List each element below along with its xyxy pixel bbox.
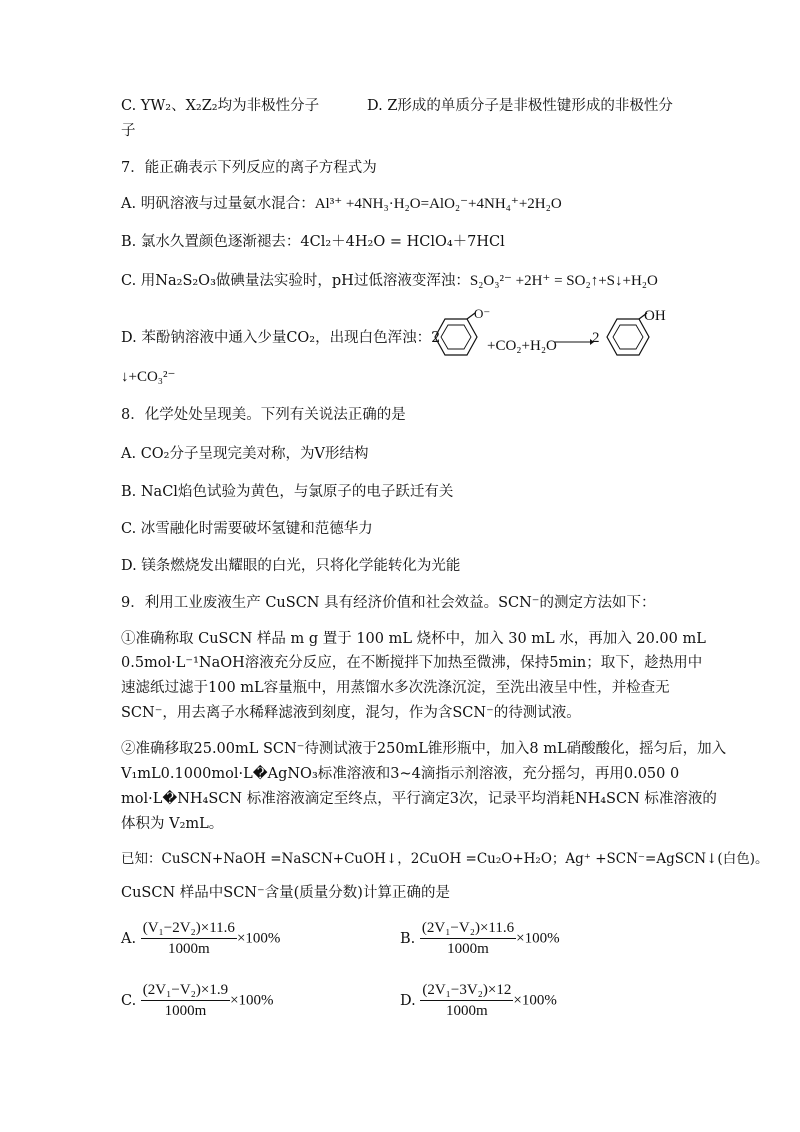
q7-option-b: B. 氯水久置颜色逐渐褪去：4Cl₂＋4H₂O = HClO₄＋7HCl: [121, 234, 505, 250]
q9-option-b-label: B.: [400, 931, 416, 947]
q7-option-c-text: C. 用Na₂S₂O₃做碘量法实验时，pH过低溶液变浑浊：: [121, 273, 470, 289]
q9-option-c-numerator: (2V₁−V₂)×1.9: [141, 982, 230, 1001]
q9-step1-line2: 0.5mol·L⁻¹NaOH溶液充分反应，在不断搅拌下加热至微沸，保持5min；取下，趁热用中: [121, 655, 703, 671]
q7-option-a-equation: Al³⁺ +4NH₃·H₂O=AlO₂⁻+4NH₄⁺+2H₂O: [314, 196, 562, 212]
q9-option-a-label: A.: [121, 931, 137, 947]
q7-stem: 7．能正确表示下列反应的离子方程式为: [121, 160, 377, 176]
q9-option-c: [121, 982, 274, 1020]
q6-option-d-continued: 子: [121, 123, 136, 139]
q7-option-c-equation: S₂O₃²⁻ +2H⁺ = SO₂↑+S↓+H₂O: [469, 273, 658, 289]
q9-option-a-percent: ×100%: [236, 930, 281, 947]
q9-option-d-denominator: 1000m: [446, 1003, 488, 1019]
q9-step1-line4: SCN⁻，用去离子水稀释滤液到刻度，混匀，作为含SCN⁻的待测试液。: [121, 705, 581, 721]
phenol-label: OH: [644, 308, 666, 324]
q9-option-a-denominator: 1000m: [167, 941, 210, 957]
q9-step1-line1: ①准确称取 CuSCN 样品 m g 置于 100 mL 烧杯中，加入 30 mL 水，再加入 20.00 mL: [121, 631, 706, 647]
q9-stem: 9．利用工业废液生产 CuSCN 具有经济价值和社会效益。SCN⁻的测定方法如下：: [121, 595, 656, 611]
q9-option-c-fraction: [141, 982, 230, 1020]
q9-step2-line2: V₁mL0.1000mol·L�AgNO₃标准溶液和3~4滴指示剂溶液，充分摇匀，再用0.050 0: [121, 766, 680, 782]
q9-option-a: [121, 920, 280, 958]
q9-option-c-percent: ×100%: [230, 992, 274, 1009]
q7-option-d-reagents: +CO₂+H₂O: [487, 338, 557, 354]
reaction-arrow-icon: [554, 337, 594, 347]
q9-step1-line3: 速滤纸过滤于100 mL容量瓶中，用蒸馏水多次洗涤沉淀，至洗出液呈中性，并检查无: [121, 680, 670, 696]
q8-stem: 8．化学处处呈现美。下列有关说法正确的是: [121, 407, 406, 423]
q7-option-d-coefficient: 2: [592, 330, 600, 346]
q7-option-c: [121, 270, 658, 292]
q9-option-a-numerator: (V₁−2V₂)×11.6: [141, 920, 237, 939]
q6-option-d: D. Z形成的单质分子是非极性键形成的非极性分: [367, 98, 673, 114]
q9-option-a-fraction: [141, 920, 237, 958]
q9-option-b: [400, 920, 560, 958]
q8-option-b: B. NaCl焰色试验为黄色，与氯原子的电子跃迁有关: [121, 484, 454, 500]
q9-option-c-denominator: 1000m: [164, 1003, 207, 1019]
q7-option-d-tail: ↓+CO₃²⁻: [121, 369, 176, 385]
q9-option-b-numerator: (2V₁−V₂)×11.6: [420, 920, 516, 939]
q9-option-d-percent: ×100%: [513, 992, 557, 1009]
q9-step2-line4: 体积为 V₂mL。: [121, 816, 224, 832]
q9-step2-line1: ②准确移取25.00mL SCN⁻待测试液于250mL锥形瓶中，加入8 mL硝酸酸化，摇匀后，加入: [121, 741, 727, 757]
q9-option-c-label: C.: [121, 993, 137, 1009]
q8-option-a: A. CO₂分子呈现完美对称，为V形结构: [121, 446, 369, 462]
q9-question: CuSCN 样品中SCN⁻含量(质量分数)计算正确的是: [121, 885, 450, 901]
phenoxide-label: O⁻: [474, 306, 491, 321]
q9-step2-line3: mol·L�NH₄SCN 标准溶液滴定至终点，平行滴定3次，记录平均消耗NH₄SCN 标准溶液的: [121, 791, 717, 807]
q9-option-d: [400, 982, 557, 1020]
q7-option-d-text: D. 苯酚钠溶液中通入少量CO₂，出现白色浑浊：2: [121, 330, 441, 346]
q9-option-b-denominator: 1000m: [447, 941, 489, 957]
q8-option-d: D. 镁条燃烧发出耀眼的白光，只将化学能转化为光能: [121, 558, 461, 574]
q9-option-b-percent: ×100%: [516, 930, 560, 947]
q6-option-c: C. YW₂、X₂Z₂均为非极性分子: [121, 98, 320, 114]
q9-option-d-label: D.: [400, 993, 416, 1009]
q8-option-c: C. 冰雪融化时需要破坏氢键和范德华力: [121, 521, 373, 537]
q7-option-a-text: A. 明矾溶液与过量氨水混合：: [121, 196, 315, 212]
q9-option-d-numerator: (2V₁−3V₂)×12: [420, 982, 513, 1001]
q7-option-a: [121, 193, 562, 215]
q9-option-b-fraction: [420, 920, 516, 958]
q9-known: 已知：CuSCN+NaOH =NaSCN+CuOH↓，2CuOH =Cu₂O+H₂O；Ag⁺ +SCN⁻=AgSCN↓(白色)。: [121, 851, 769, 867]
q9-option-d-fraction: [420, 982, 513, 1020]
